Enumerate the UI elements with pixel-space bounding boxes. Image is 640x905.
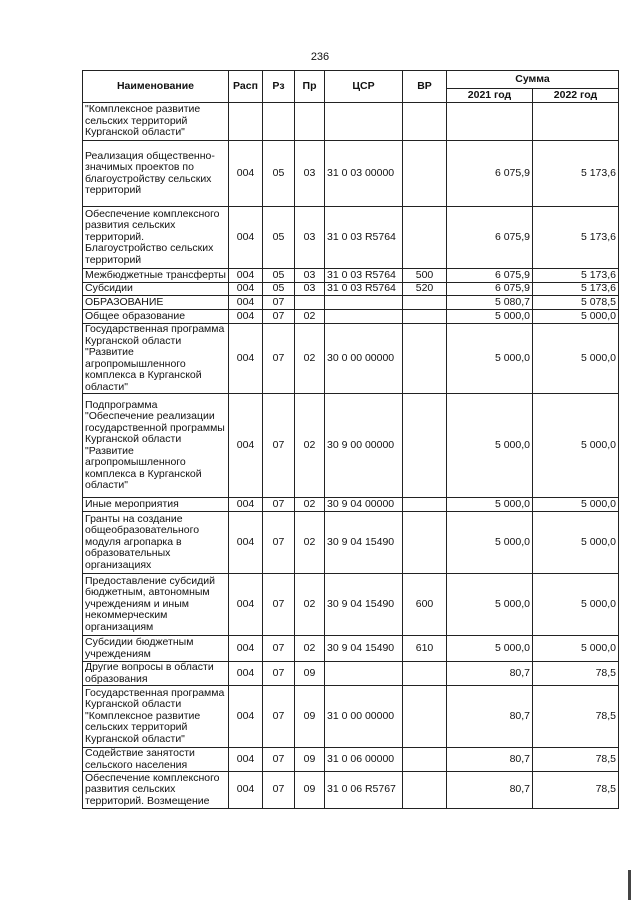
table-row bbox=[83, 636, 619, 662]
cell-rz: 07 bbox=[263, 686, 295, 748]
cell-pr: 09 bbox=[295, 748, 325, 772]
cell-pr bbox=[295, 103, 325, 141]
cell-vr: 520 bbox=[403, 283, 447, 296]
cell-pr: 03 bbox=[295, 269, 325, 283]
cell-y2022: 78,5 bbox=[533, 748, 619, 772]
cell-y2021: 5 000,0 bbox=[447, 636, 533, 662]
cell-rz: 07 bbox=[263, 574, 295, 636]
cell-rasp: 004 bbox=[229, 296, 263, 310]
cell-rz: 07 bbox=[263, 394, 295, 498]
cell-name: ОБРАЗОВАНИЕ bbox=[83, 296, 229, 310]
cell-rz bbox=[263, 103, 295, 141]
cell-rasp: 004 bbox=[229, 498, 263, 512]
header-rasp: Расп bbox=[229, 71, 263, 103]
scan-edge-mark bbox=[628, 870, 631, 900]
cell-rasp: 004 bbox=[229, 394, 263, 498]
cell-rasp: 004 bbox=[229, 772, 263, 809]
cell-rz: 07 bbox=[263, 636, 295, 662]
cell-y2021: 80,7 bbox=[447, 686, 533, 748]
cell-y2021: 5 000,0 bbox=[447, 394, 533, 498]
header-year-2022: 2022 год bbox=[533, 89, 619, 103]
table-row bbox=[83, 772, 619, 809]
cell-name: "Комплексное развитие сельских территорий Курганской области" bbox=[83, 103, 229, 141]
cell-y2022 bbox=[533, 103, 619, 141]
cell-rasp: 004 bbox=[229, 141, 263, 207]
cell-y2021: 5 000,0 bbox=[447, 574, 533, 636]
cell-csr: 31 0 06 00000 bbox=[325, 748, 403, 772]
cell-csr bbox=[325, 103, 403, 141]
cell-vr bbox=[403, 686, 447, 748]
cell-pr: 02 bbox=[295, 498, 325, 512]
cell-name: Другие вопросы в области образования bbox=[83, 662, 229, 686]
cell-y2021: 80,7 bbox=[447, 772, 533, 809]
cell-name: Иные мероприятия bbox=[83, 498, 229, 512]
cell-csr: 30 9 04 15490 bbox=[325, 574, 403, 636]
cell-name: Межбюджетные трансферты bbox=[83, 269, 229, 283]
table-row bbox=[83, 324, 619, 394]
cell-name: Общее образование bbox=[83, 310, 229, 324]
cell-y2021: 6 075,9 bbox=[447, 207, 533, 269]
cell-vr bbox=[403, 394, 447, 498]
cell-pr bbox=[295, 296, 325, 310]
cell-rasp: 004 bbox=[229, 324, 263, 394]
cell-name: Содействие занятости сельского населения bbox=[83, 748, 229, 772]
cell-rz: 07 bbox=[263, 296, 295, 310]
cell-y2022: 5 000,0 bbox=[533, 310, 619, 324]
cell-rz: 07 bbox=[263, 498, 295, 512]
cell-y2022: 78,5 bbox=[533, 662, 619, 686]
cell-pr: 09 bbox=[295, 686, 325, 748]
table-row bbox=[83, 207, 619, 269]
cell-csr: 30 9 04 00000 bbox=[325, 498, 403, 512]
table-row bbox=[83, 574, 619, 636]
cell-y2022: 5 173,6 bbox=[533, 207, 619, 269]
cell-vr bbox=[403, 324, 447, 394]
cell-csr: 30 0 00 00000 bbox=[325, 324, 403, 394]
cell-pr: 09 bbox=[295, 662, 325, 686]
cell-vr bbox=[403, 310, 447, 324]
cell-pr: 02 bbox=[295, 574, 325, 636]
cell-csr: 30 9 00 00000 bbox=[325, 394, 403, 498]
table-row bbox=[83, 686, 619, 748]
cell-csr: 31 0 03 R5764 bbox=[325, 283, 403, 296]
cell-y2022: 5 000,0 bbox=[533, 574, 619, 636]
cell-vr: 600 bbox=[403, 574, 447, 636]
cell-csr: 31 0 03 R5764 bbox=[325, 207, 403, 269]
cell-csr: 31 0 03 R5764 bbox=[325, 269, 403, 283]
cell-pr: 02 bbox=[295, 394, 325, 498]
cell-vr: 610 bbox=[403, 636, 447, 662]
header-pr: Пр bbox=[295, 71, 325, 103]
header-name: Наименование bbox=[83, 71, 229, 103]
cell-y2021: 6 075,9 bbox=[447, 141, 533, 207]
header-sum: Сумма bbox=[447, 71, 619, 89]
header-csr: ЦСР bbox=[325, 71, 403, 103]
cell-rasp: 004 bbox=[229, 574, 263, 636]
cell-y2022: 78,5 bbox=[533, 686, 619, 748]
cell-rasp: 004 bbox=[229, 748, 263, 772]
cell-rz: 07 bbox=[263, 748, 295, 772]
cell-name: Субсидии bbox=[83, 283, 229, 296]
cell-rz: 05 bbox=[263, 269, 295, 283]
cell-y2021: 5 080,7 bbox=[447, 296, 533, 310]
table-row bbox=[83, 394, 619, 498]
cell-rz: 07 bbox=[263, 662, 295, 686]
cell-y2021: 6 075,9 bbox=[447, 269, 533, 283]
cell-vr bbox=[403, 662, 447, 686]
cell-rasp: 004 bbox=[229, 269, 263, 283]
cell-rasp: 004 bbox=[229, 636, 263, 662]
cell-y2022: 5 000,0 bbox=[533, 324, 619, 394]
cell-rasp: 004 bbox=[229, 310, 263, 324]
cell-name: Субсидии бюджетным учреждениям bbox=[83, 636, 229, 662]
cell-csr bbox=[325, 310, 403, 324]
page-number: 236 bbox=[310, 51, 330, 63]
cell-csr: 30 9 04 15490 bbox=[325, 636, 403, 662]
cell-csr: 31 0 03 00000 bbox=[325, 141, 403, 207]
cell-y2021: 80,7 bbox=[447, 748, 533, 772]
cell-rz: 07 bbox=[263, 772, 295, 809]
cell-y2021 bbox=[447, 103, 533, 141]
cell-name: Гранты на создание общеобразовательного модуля агропарка в образовательных организациях bbox=[83, 512, 229, 574]
cell-pr: 03 bbox=[295, 141, 325, 207]
cell-y2021: 5 000,0 bbox=[447, 512, 533, 574]
cell-y2022: 5 000,0 bbox=[533, 498, 619, 512]
cell-y2021: 5 000,0 bbox=[447, 310, 533, 324]
header-rz: Рз bbox=[263, 71, 295, 103]
table-row bbox=[83, 283, 619, 296]
cell-name: Предоставление субсидий бюджетным, автономным учреждениям и иным некоммерческим организациям bbox=[83, 574, 229, 636]
cell-pr: 02 bbox=[295, 512, 325, 574]
cell-vr bbox=[403, 296, 447, 310]
cell-y2021: 6 075,9 bbox=[447, 283, 533, 296]
cell-pr: 02 bbox=[295, 310, 325, 324]
cell-rasp: 004 bbox=[229, 662, 263, 686]
cell-y2021: 5 000,0 bbox=[447, 324, 533, 394]
table-row bbox=[83, 498, 619, 512]
cell-rasp: 004 bbox=[229, 512, 263, 574]
table-row bbox=[83, 662, 619, 686]
header-year-2021: 2021 год bbox=[447, 89, 533, 103]
cell-vr bbox=[403, 141, 447, 207]
cell-name: Обеспечение комплексного развития сельских территорий. Благоустройство сельских территорий bbox=[83, 207, 229, 269]
cell-rz: 07 bbox=[263, 310, 295, 324]
cell-rasp: 004 bbox=[229, 207, 263, 269]
cell-vr bbox=[403, 512, 447, 574]
budget-table bbox=[82, 70, 619, 809]
cell-name: Государственная программа Курганской области "Развитие агропромышленного комплекса в Курганской области" bbox=[83, 324, 229, 394]
cell-rz: 07 bbox=[263, 324, 295, 394]
table-row bbox=[83, 310, 619, 324]
cell-vr bbox=[403, 498, 447, 512]
cell-vr bbox=[403, 772, 447, 809]
cell-rasp: 004 bbox=[229, 686, 263, 748]
cell-y2022: 5 173,6 bbox=[533, 283, 619, 296]
cell-y2022: 5 000,0 bbox=[533, 636, 619, 662]
cell-pr: 03 bbox=[295, 207, 325, 269]
cell-y2021: 5 000,0 bbox=[447, 498, 533, 512]
cell-rasp bbox=[229, 103, 263, 141]
table-row bbox=[83, 103, 619, 141]
cell-y2022: 5 173,6 bbox=[533, 141, 619, 207]
cell-y2022: 78,5 bbox=[533, 772, 619, 809]
cell-name: Подпрограмма "Обеспечение реализации государственной программы Курганской области "Развитие агропромышленного комплекса в Курганской области" bbox=[83, 394, 229, 498]
cell-rz: 05 bbox=[263, 141, 295, 207]
cell-y2022: 5 000,0 bbox=[533, 512, 619, 574]
cell-vr bbox=[403, 103, 447, 141]
cell-csr bbox=[325, 296, 403, 310]
cell-csr: 30 9 04 15490 bbox=[325, 512, 403, 574]
cell-csr: 31 0 06 R5767 bbox=[325, 772, 403, 809]
cell-vr bbox=[403, 748, 447, 772]
cell-vr bbox=[403, 207, 447, 269]
cell-rz: 05 bbox=[263, 283, 295, 296]
cell-pr: 02 bbox=[295, 636, 325, 662]
table-row bbox=[83, 269, 619, 283]
cell-name: Государственная программа Курганской области "Комплексное развитие сельских территорий Курганской области" bbox=[83, 686, 229, 748]
table-row bbox=[83, 296, 619, 310]
cell-y2021: 80,7 bbox=[447, 662, 533, 686]
cell-pr: 03 bbox=[295, 283, 325, 296]
cell-y2022: 5 000,0 bbox=[533, 394, 619, 498]
cell-name: Реализация общественно-значимых проектов по благоустройству сельских территорий bbox=[83, 141, 229, 207]
cell-rz: 07 bbox=[263, 512, 295, 574]
cell-y2022: 5 173,6 bbox=[533, 269, 619, 283]
cell-y2022: 5 078,5 bbox=[533, 296, 619, 310]
cell-vr: 500 bbox=[403, 269, 447, 283]
cell-csr bbox=[325, 662, 403, 686]
cell-pr: 02 bbox=[295, 324, 325, 394]
header-vr: ВР bbox=[403, 71, 447, 103]
cell-csr: 31 0 00 00000 bbox=[325, 686, 403, 748]
table-row bbox=[83, 141, 619, 207]
cell-name: Обеспечение комплексного развития сельских территорий. Возмещение bbox=[83, 772, 229, 809]
cell-rz: 05 bbox=[263, 207, 295, 269]
cell-pr: 09 bbox=[295, 772, 325, 809]
table-row bbox=[83, 512, 619, 574]
table-row bbox=[83, 748, 619, 772]
cell-rasp: 004 bbox=[229, 283, 263, 296]
